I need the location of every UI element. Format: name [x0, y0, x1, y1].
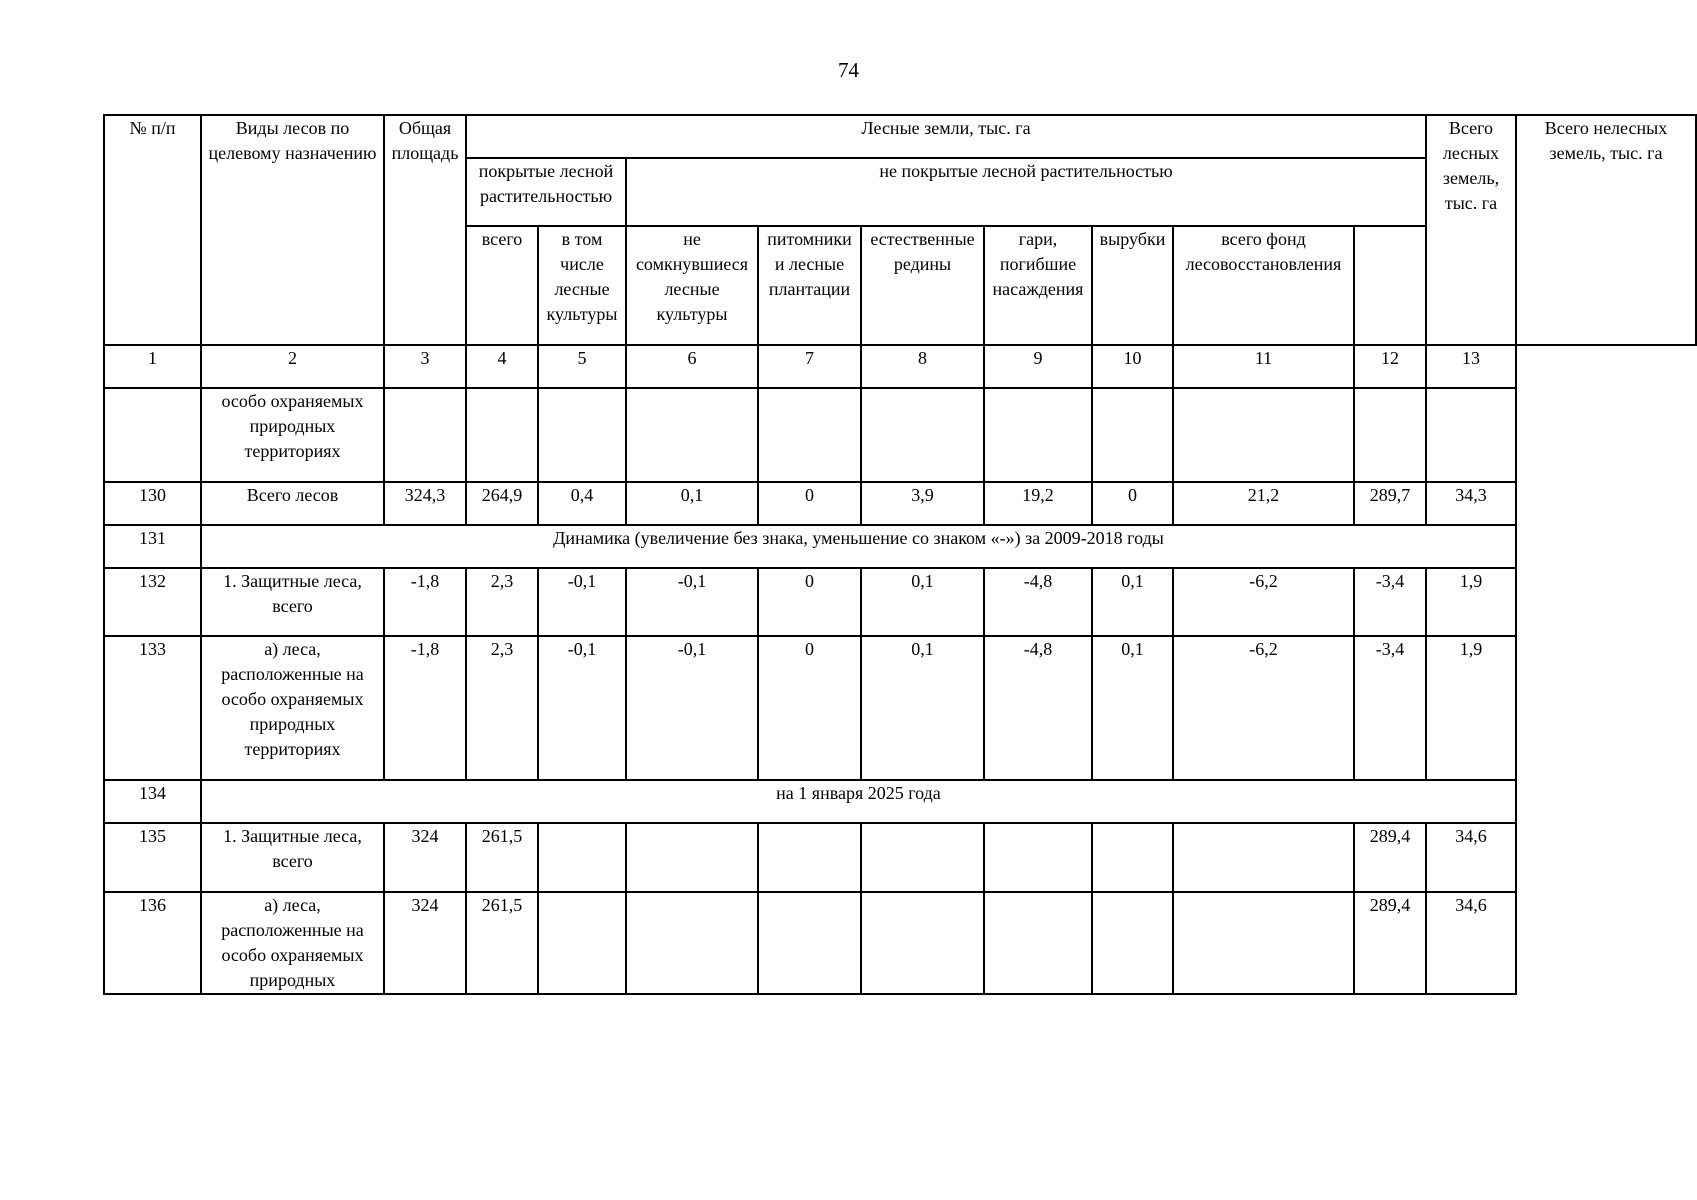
row-cell: 0: [758, 568, 861, 636]
row-cell: 289,7: [1354, 482, 1426, 525]
row-cell: 34,6: [1426, 892, 1516, 994]
row-name: а) леса, расположенные на особо охраняемых природных: [201, 892, 384, 994]
row-cell: -1,8: [384, 636, 466, 780]
row-num: 130: [104, 482, 201, 525]
row-cell: 1,9: [1426, 568, 1516, 636]
header-sparse: естественные редины: [861, 226, 984, 345]
row-cell: 34,6: [1426, 823, 1516, 892]
row-cell: [1173, 892, 1354, 994]
row-cell: [1173, 388, 1354, 482]
row-cell: [1092, 892, 1173, 994]
row-num: 134: [104, 780, 201, 823]
row-cell: 324,3: [384, 482, 466, 525]
row-cell: 1,9: [1426, 636, 1516, 780]
row-cell: [1092, 388, 1173, 482]
row-cell: 2,3: [466, 636, 538, 780]
row-cell: 0,1: [1092, 568, 1173, 636]
row-cell: 0,4: [538, 482, 626, 525]
row-cell: [1354, 388, 1426, 482]
header-unclosed: не сомкнувшиеся лесные культуры: [626, 226, 758, 345]
header-num: № п/п: [104, 115, 201, 345]
row-cell: 3,9: [861, 482, 984, 525]
row-cell: -6,2: [1173, 568, 1354, 636]
row-name: особо охраняемых природных территориях: [201, 388, 384, 482]
row-cell: 21,2: [1173, 482, 1354, 525]
row-cell: -1,8: [384, 568, 466, 636]
page-number: 74: [838, 58, 859, 82]
row-cell: [466, 388, 538, 482]
row-cell: 261,5: [466, 892, 538, 994]
header-total-forest: Всего лесных земель, тыс. га: [1426, 115, 1516, 345]
row-cell: -0,1: [626, 568, 758, 636]
header-clearings: вырубки: [1092, 226, 1173, 345]
row-cell: [984, 388, 1092, 482]
column-number: 13: [1426, 345, 1516, 388]
row-cell: [538, 892, 626, 994]
header-forest-lands: Лесные земли, тыс. га: [466, 115, 1426, 158]
row-cell: [626, 892, 758, 994]
row-cell: [861, 892, 984, 994]
row-cell: [1426, 388, 1516, 482]
table-row-133: [104, 636, 1696, 780]
row-cell: -4,8: [984, 636, 1092, 780]
section-title: на 1 января 2025 года: [201, 780, 1516, 823]
table-row-135: [104, 823, 1696, 892]
table-row-continuation: [104, 388, 1696, 482]
header-covered: покрытые лесной растительностью: [466, 158, 626, 226]
table-row-136: [104, 892, 1696, 994]
row-cell: -3,4: [1354, 568, 1426, 636]
row-cell: [984, 823, 1092, 892]
column-number: 11: [1173, 345, 1354, 388]
forest-lands-table: [103, 114, 1697, 995]
row-cell: -3,4: [1354, 636, 1426, 780]
row-cell: [758, 823, 861, 892]
row-cell: 0: [1092, 482, 1173, 525]
row-num: [104, 388, 201, 482]
column-number: 9: [984, 345, 1092, 388]
section-title: Динамика (увеличение без знака, уменьшение со знаком «-») за 2009-2018 годы: [201, 525, 1516, 568]
row-num: 136: [104, 892, 201, 994]
row-cell: 0: [758, 482, 861, 525]
row-cell: 289,4: [1354, 823, 1426, 892]
row-cell: -0,1: [538, 636, 626, 780]
header-row-1: [104, 115, 1696, 158]
row-cell: [984, 892, 1092, 994]
table-row-134: [104, 780, 1696, 823]
column-number: 5: [538, 345, 626, 388]
row-num: 133: [104, 636, 201, 780]
row-name: 1. Защитные леса, всего: [201, 823, 384, 892]
header-total: всего: [466, 226, 538, 345]
column-number: 12: [1354, 345, 1426, 388]
row-name: а) леса, расположенные на особо охраняемых природных территориях: [201, 636, 384, 780]
header-total-nonforest: Всего нелесных земель, тыс. га: [1516, 115, 1696, 345]
header-reforest-fund: всего фонд лесовосстановления: [1173, 226, 1354, 345]
row-cell: 19,2: [984, 482, 1092, 525]
table-row-130: [104, 482, 1696, 525]
row-cell: 0: [758, 636, 861, 780]
row-cell: 34,3: [1426, 482, 1516, 525]
row-num: 131: [104, 525, 201, 568]
row-cell: 264,9: [466, 482, 538, 525]
column-number: 4: [466, 345, 538, 388]
row-num: 135: [104, 823, 201, 892]
header-not-covered: не покрытые лесной растительностью: [626, 158, 1426, 226]
row-cell: -6,2: [1173, 636, 1354, 780]
column-number: 3: [384, 345, 466, 388]
column-number: 10: [1092, 345, 1173, 388]
header-incl-cultures: в том числе лесные культуры: [538, 226, 626, 345]
row-cell: [384, 388, 466, 482]
row-cell: [758, 388, 861, 482]
row-cell: [626, 823, 758, 892]
column-number: 6: [626, 345, 758, 388]
row-cell: -0,1: [538, 568, 626, 636]
column-numbers-row: [104, 345, 1696, 388]
row-cell: [758, 892, 861, 994]
header-total-area: Общая площадь: [384, 115, 466, 345]
row-name: Всего лесов: [201, 482, 384, 525]
row-cell: [1173, 823, 1354, 892]
row-cell: 324: [384, 823, 466, 892]
column-number: 2: [201, 345, 384, 388]
row-cell: 324: [384, 892, 466, 994]
row-cell: [626, 388, 758, 482]
row-cell: [861, 823, 984, 892]
column-number: 7: [758, 345, 861, 388]
row-cell: 0,1: [861, 636, 984, 780]
row-cell: 261,5: [466, 823, 538, 892]
row-cell: 2,3: [466, 568, 538, 636]
row-num: 132: [104, 568, 201, 636]
header-nurseries: питомники и лесные плантации: [758, 226, 861, 345]
row-cell: 0,1: [626, 482, 758, 525]
row-cell: 289,4: [1354, 892, 1426, 994]
row-cell: -4,8: [984, 568, 1092, 636]
row-cell: 0,1: [861, 568, 984, 636]
row-cell: [1092, 823, 1173, 892]
header-burnt: гари, погибшие насаждения: [984, 226, 1092, 345]
table-row-132: [104, 568, 1696, 636]
row-cell: [538, 388, 626, 482]
header-kinds: Виды лесов по целевому назначению: [201, 115, 384, 345]
row-cell: [861, 388, 984, 482]
row-cell: [538, 823, 626, 892]
column-number: 8: [861, 345, 984, 388]
row-cell: 0,1: [1092, 636, 1173, 780]
row-cell: -0,1: [626, 636, 758, 780]
row-name: 1. Защитные леса, всего: [201, 568, 384, 636]
table-row-131: [104, 525, 1696, 568]
column-number: 1: [104, 345, 201, 388]
